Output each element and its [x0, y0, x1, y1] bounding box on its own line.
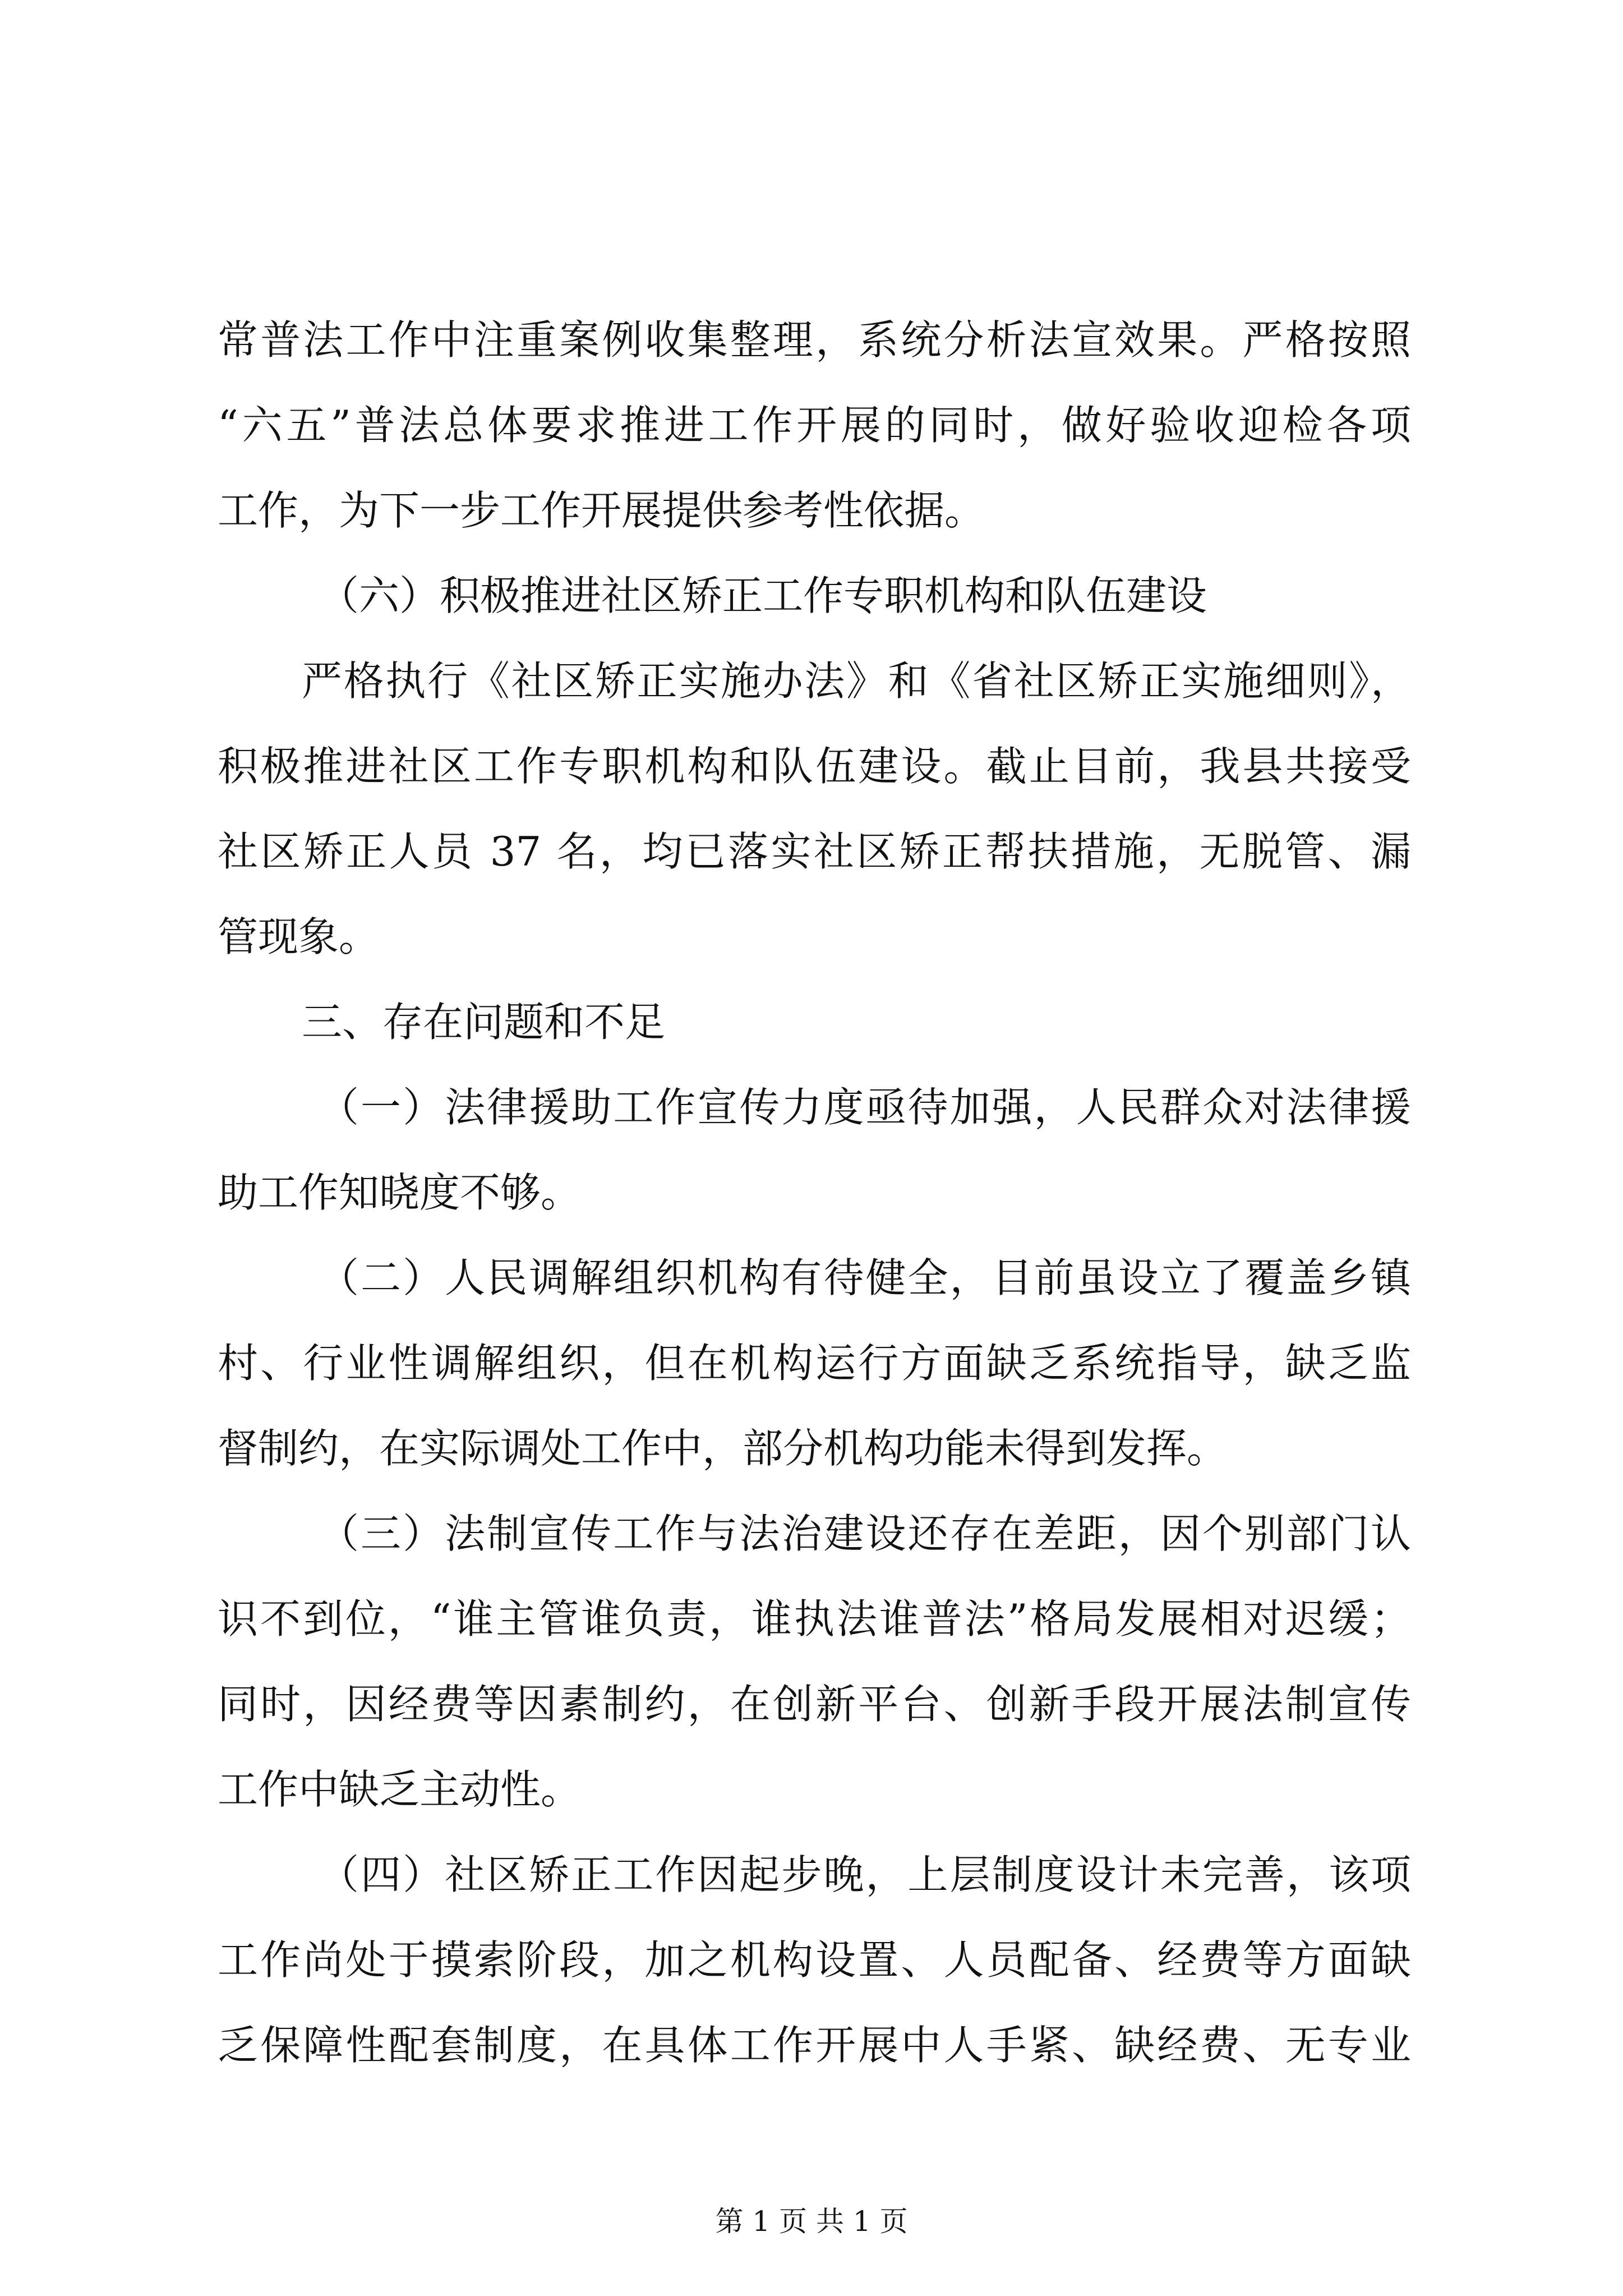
- paragraph-line: 管现象。: [218, 913, 380, 960]
- paragraph-line: 督制约，在实际调处工作中，部分机构功能未得到发挥。: [218, 1425, 1228, 1472]
- paragraph-line: 常普法工作中注重案例收集整理，系统分析法宣效果。严格按照: [218, 316, 1411, 364]
- paragraph-line: 社区矫正人员 37 名，均已落实社区矫正帮扶措施，无脱管、漏: [218, 828, 1411, 875]
- document-body: [218, 297, 1411, 2088]
- paragraph-line: 积极推进社区工作专职机构和队伍建设。截止目前，我县共接受: [218, 743, 1411, 790]
- paragraph-line: 村、行业性调解组织，但在机构运行方面缺乏系统指导，缺乏监: [218, 1340, 1411, 1387]
- page-footer: 第 1 页 共 1 页: [715, 2205, 908, 2238]
- paragraph-line: 工作，为下一步工作开展提供参考性依据。: [218, 487, 985, 534]
- paragraph-line: 工作尚处于摸索阶段，加之机构设置、人员配备、经费等方面缺: [218, 1936, 1411, 1984]
- paragraph-line: 同时，因经费等因素制约，在创新平台、创新手段开展法制宣传: [218, 1681, 1411, 1728]
- section-heading: 三、存在问题和不足: [302, 999, 666, 1046]
- paragraph-line: （二）人民调解组织机构有待健全，目前虽设立了覆盖乡镇: [319, 1254, 1411, 1301]
- paragraph-line: 识不到位，“谁主管谁负责，谁执法谁普法”格局发展相对迟缓；: [218, 1595, 1411, 1642]
- paragraph-line: 工作中缺乏主动性。: [218, 1766, 582, 1813]
- paragraph-line: 严格执行《社区矫正实施办法》和《省社区矫正实施细则》，: [302, 657, 1411, 705]
- paragraph-line: 助工作知晓度不够。: [218, 1169, 582, 1216]
- paragraph-line: （三）法制宣传工作与法治建设还存在差距，因个别部门认: [319, 1510, 1411, 1557]
- paragraph-line: （一）法律援助工作宣传力度亟待加强，人民群众对法律援: [319, 1084, 1411, 1131]
- paragraph-line: “六五”普法总体要求推进工作开展的同时，做好验收迎检各项: [218, 402, 1411, 449]
- section-heading: （六）积极推进社区矫正工作专职机构和队伍建设: [319, 572, 1207, 619]
- paragraph-line: 乏保障性配套制度，在具体工作开展中人手紧、缺经费、无专业: [218, 2022, 1411, 2069]
- paragraph-line: （四）社区矫正工作因起步晚，上层制度设计未完善，该项: [319, 1851, 1411, 1898]
